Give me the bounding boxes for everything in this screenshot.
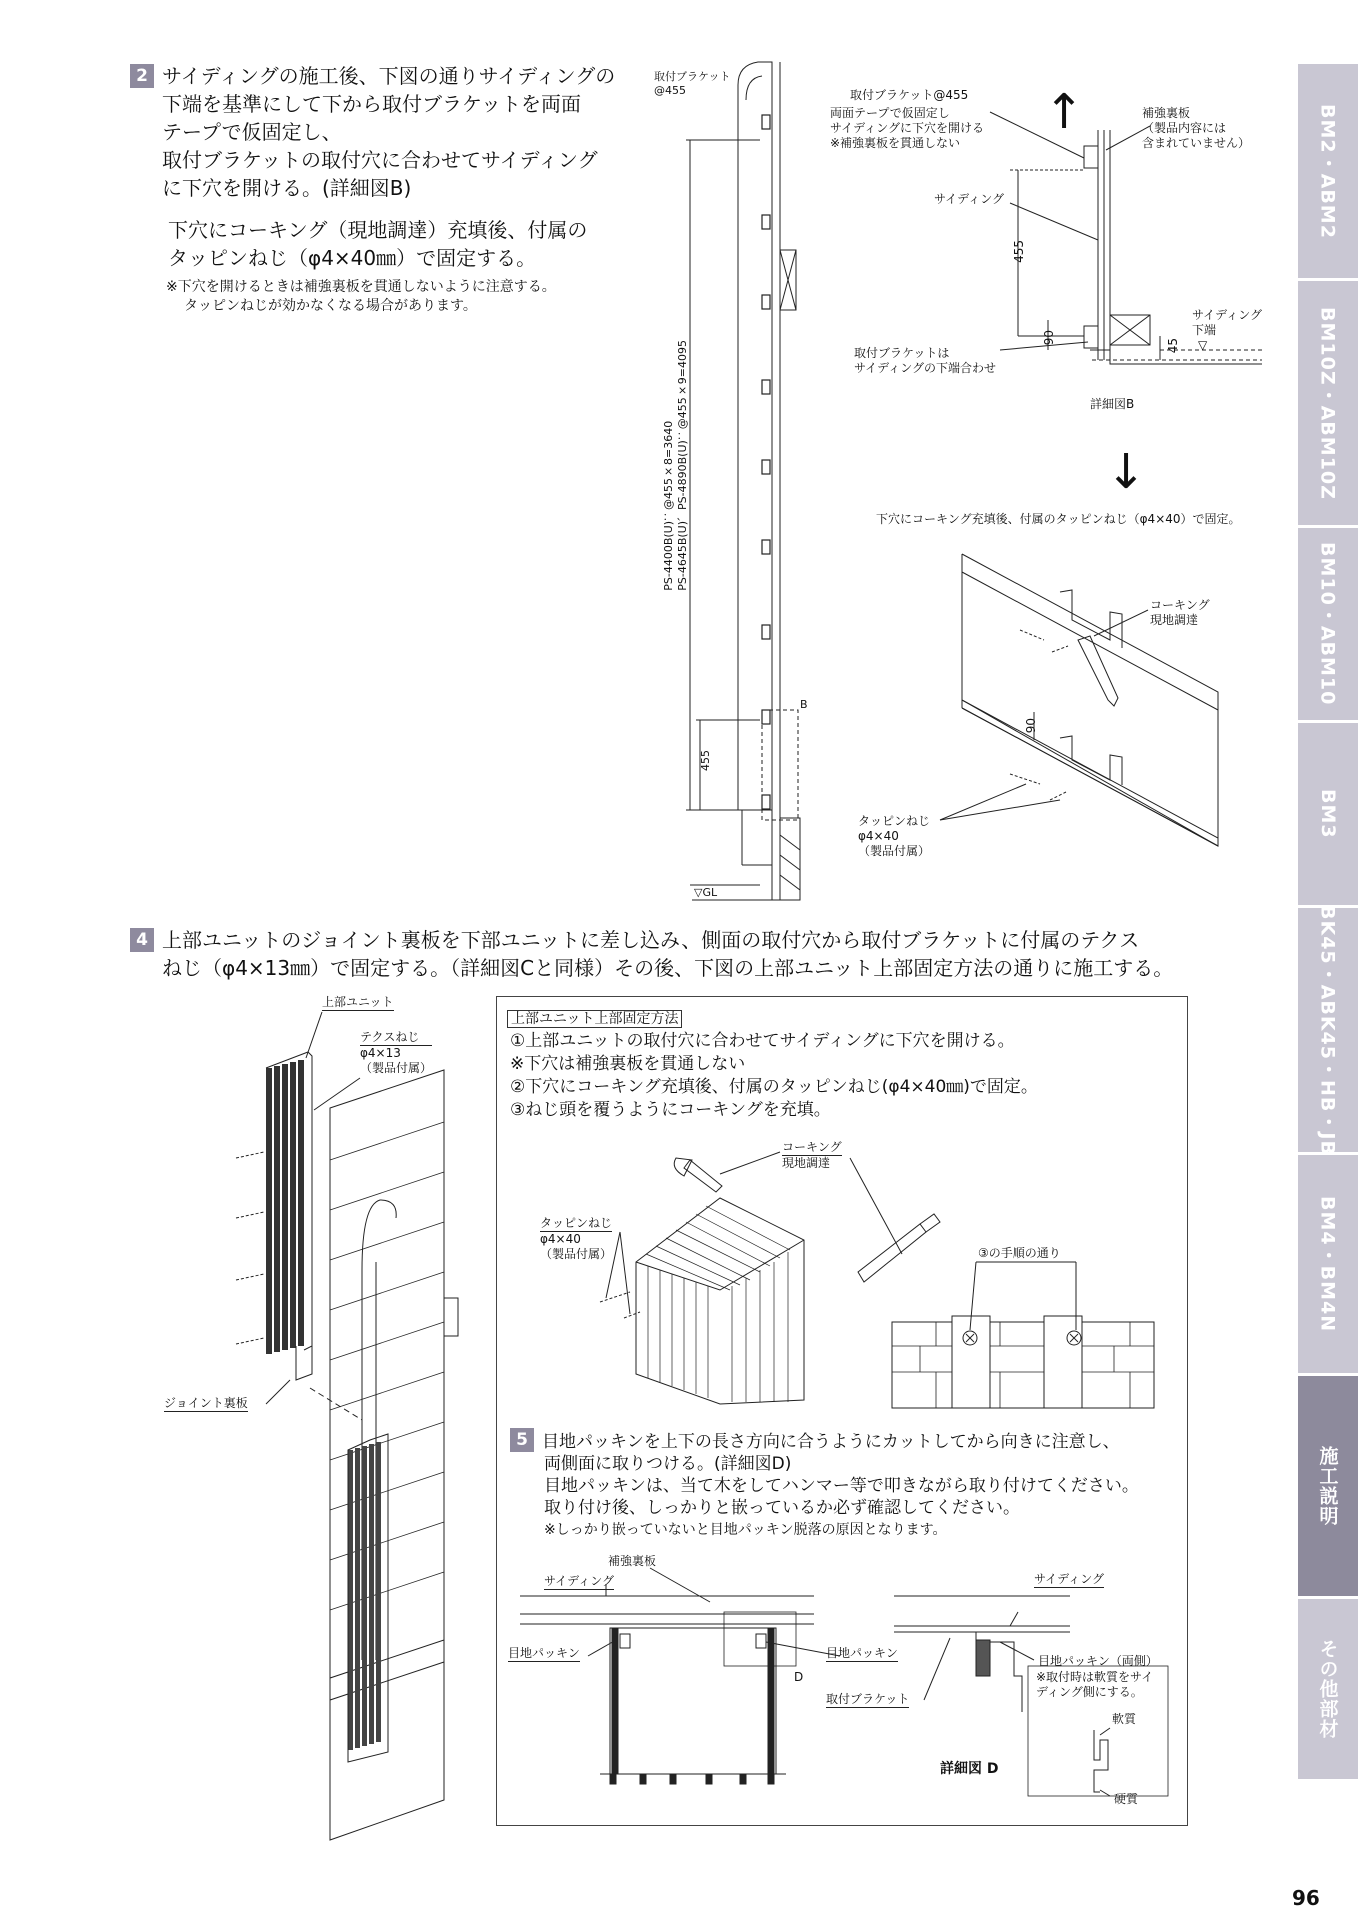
iso-upper-unit-label: 上部ユニット (322, 995, 394, 1009)
detail-b-bracket-label: 取付ブラケット@455 (850, 88, 969, 102)
step2-text: 2 サイディングの施工後、下図の通りサイディングの 下端を基準にして下から取付ブラケットを両面 テープで仮固定し、 取付ブラケットの取付穴に合わせてサイディング に下穴を開ける。(詳細図B) 下穴にコーキング（現地調達）充填後、付属の タッピンねじ（φ4×40㎜）で固定する。 ※下穴を開けるときは補強裏板を貫通しないように注意する。 タッピンねじが効かなくなる場合があります。 (130, 62, 650, 316)
detail-b-dim-455: 455 (1012, 240, 1026, 263)
detail-d-soft-label: 軟質 (1112, 1712, 1137, 1726)
detail-b-dim-45: 45 (1166, 338, 1180, 354)
detail-b-caption: 詳細図B (1090, 397, 1135, 411)
caulk-screw-label: タッピンねじ φ4×40 （製品付属） (858, 814, 931, 858)
elev-dim-455: 455 (699, 750, 712, 771)
detail-d-siding-label: サイディング (1034, 1572, 1104, 1586)
side-tab-bm4[interactable]: BM4・BM4N (1298, 1155, 1358, 1373)
detail-d-packing-label: 目地パッキン（両側） (1038, 1654, 1158, 1668)
side-tab-bm2[interactable]: BM2・ABM2 (1298, 64, 1358, 278)
plan-siding-label: サイディング (544, 1574, 614, 1588)
side-tab-installation[interactable]: 施工説明 (1298, 1376, 1358, 1596)
detail-b-siding-bottom: サイディング 下端 ▽ (1192, 308, 1262, 352)
detail-d-note: ※取付時は軟質をサイ ディング側にする。 (1036, 1670, 1154, 1699)
plan-marker-d: D (794, 1670, 804, 1684)
step5-number: 5 (510, 1428, 534, 1452)
detail-b-up-arrow: ↑ (1044, 84, 1085, 140)
elev-dim-vertical: PS-4400B(U)：@455×8=3640 PS-4645B(U)、PS-4890B(U)：@455×9=4095 (662, 340, 689, 591)
plan-joint-packing-left: 目地パッキン (508, 1646, 580, 1660)
caulk-label: コーキング 現地調達 (1150, 598, 1210, 627)
page-number: 96 (1292, 1886, 1320, 1910)
top-fix-steps: ①上部ユニットの取付穴に合わせてサイディングに下穴を開ける。 ※下穴は補強裏板を貫通しない ②下穴にコーキング充填後、付属のタッピンねじ(φ4×40㎜)で固定。 ③ねじ頭を覆うようにコーキングを充填。 (510, 1031, 1038, 1120)
top-fix-step3-ref: ③の手順の通り (978, 1246, 1061, 1260)
detail-b-bracket-note: 両面テープで仮固定し サイディングに下穴を開ける ※補強裏板を貫通しない (830, 106, 984, 150)
step2-number: 2 (130, 64, 154, 88)
top-fix-title: 上部ユニット上部固定方法 (507, 1008, 682, 1028)
detail-d-caption: 詳細図 D (940, 1761, 999, 1777)
caulk-dim-90: 90 (1024, 718, 1038, 734)
detail-b-down-arrow: ↓ (1106, 444, 1147, 500)
plan-backing-label: 補強裏板 (608, 1554, 657, 1568)
caulk-instruction: 下穴にコーキング充填後、付属のタッピンねじ（φ4×40）で固定。 (876, 512, 1241, 526)
step4-number: 4 (130, 928, 154, 952)
plan-joint-packing-right: 目地パッキン (826, 1646, 898, 1660)
iso-joint-plate-label: ジョイント裏板 (164, 1396, 248, 1410)
elev-gl: ▽GL (694, 886, 718, 899)
iso-tex-screw-label: テクスねじ φ4×13 （製品付属） (360, 1030, 433, 1075)
elev-marker-b: B (800, 698, 808, 711)
detail-b-dim-90: 90 (1042, 330, 1056, 346)
top-fix-screw-label: タッピンねじ φ4×40 （製品付属） (540, 1216, 613, 1261)
side-tab-bm10z[interactable]: BM10Z・ABM10Z (1298, 281, 1358, 525)
detail-b-align-note: 取付ブラケットは サイディングの下端合わせ (854, 346, 996, 375)
detail-b-backing-label: 補強裏板 （製品内容には 含まれていません） (1142, 106, 1251, 150)
side-tab-other-parts[interactable]: その他部材 (1298, 1599, 1358, 1779)
side-tab-bk45[interactable]: BK45・ABK45・HB・JB (1298, 908, 1358, 1152)
step4-text: 4 上部ユニットのジョイント裏板を下部ユニットに差し込み、側面の取付穴から取付ブラケットに付属のテクス ねじ（φ4×13㎜）で固定する。（詳細図Cと同様）その後、下図の上部ユニット上部固定方法の通りに施工する。 (130, 926, 1290, 982)
elev-bracket-label: 取付ブラケット @455 (654, 70, 731, 97)
detail-d-bracket-label: 取付ブラケット (826, 1692, 910, 1706)
detail-b-siding-label: サイディング (934, 192, 1004, 206)
top-fix-caulk-label: コーキング 現地調達 (782, 1140, 842, 1170)
side-tab-bm3[interactable]: BM3 (1298, 723, 1358, 905)
step5-text: 5 目地パッキンを上下の長さ方向に合うようにカットしてから向きに注意し、 両側面に取りつける。(詳細図D) 目地パッキンは、当て木をしてハンマー等で叩きながら取り付けてください。 取り付け後、しっかりと嵌っているか必ず確認してください。 ※しっかり嵌っていないと目地パッキン脱落の原因となります。 (510, 1428, 1180, 1541)
side-tab-bm10[interactable]: BM10・ABM10 (1298, 528, 1358, 720)
detail-d-hard-label: 硬質 (1114, 1792, 1139, 1806)
